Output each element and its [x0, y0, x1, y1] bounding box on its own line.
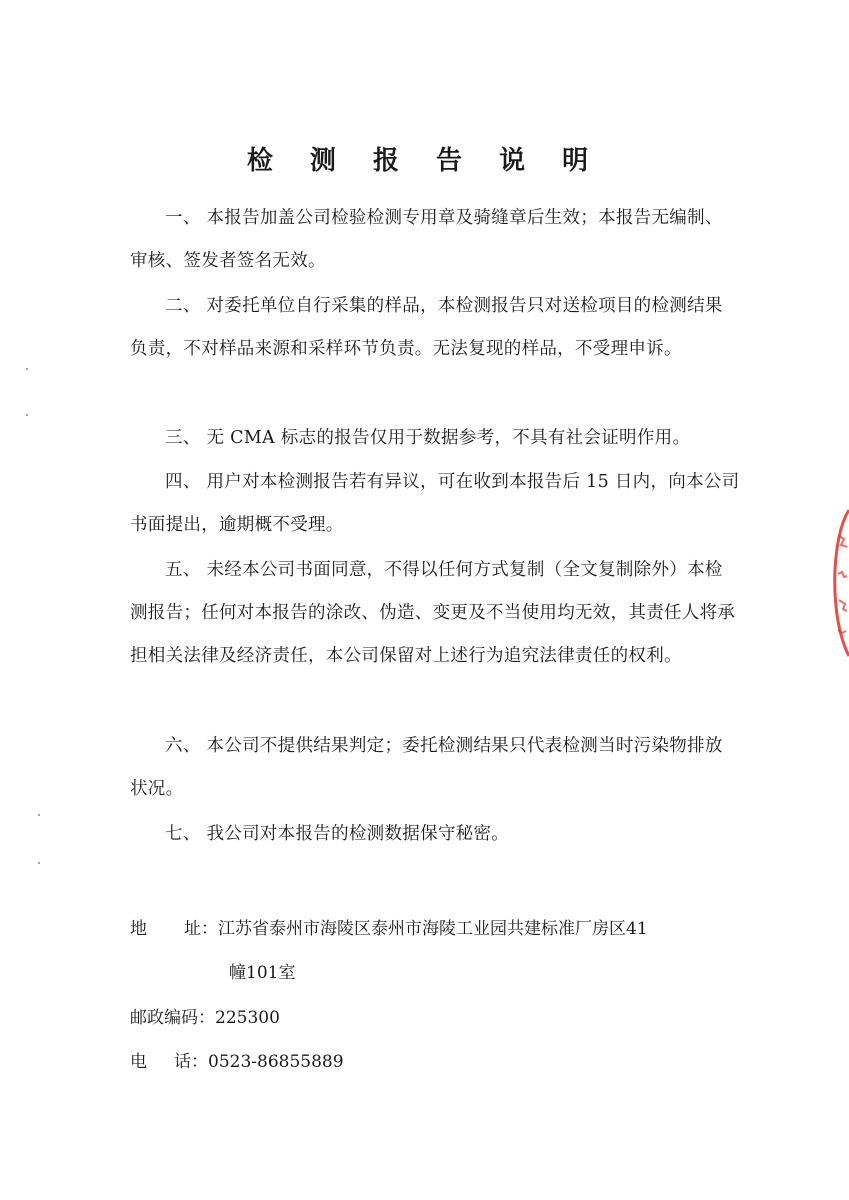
- clause-marker: 四、: [165, 472, 201, 492]
- scan-dot: [38, 814, 40, 816]
- phone-label: 电 话：: [130, 1052, 208, 1072]
- clause-marker: 六、: [165, 736, 201, 756]
- clause-text: 本公司不提供结果判定；委托检测结果只代表检测当时污染物排放状况。: [130, 736, 723, 799]
- clause-marker: 一、: [165, 208, 201, 228]
- seal-mark: [839, 536, 847, 547]
- clause-6: [130, 725, 740, 811]
- clause-text: 用户对本检测报告若有异议，可在收到本报告后 15 日内，向本公司书面提出，逾期概不受理。: [130, 472, 740, 535]
- scan-dot: [26, 414, 28, 416]
- clause-text: 本报告加盖公司检验检测专用章及骑缝章后生效；本报告无编制、审核、签发者签名无效。: [130, 208, 723, 271]
- clause-marker: 三、: [165, 428, 201, 448]
- clause-3: [130, 417, 740, 460]
- seal-mark: [838, 572, 847, 577]
- phone-value: 0523-86855889: [208, 1052, 344, 1072]
- zip-row: [130, 1007, 280, 1029]
- clause-5: [130, 549, 740, 678]
- clause-marker: 二、: [165, 296, 201, 316]
- clause-text: 未经本公司书面同意，不得以任何方式复制（全文复制除外）本检测报告；任何对本报告的涂改、伪造、变更及不当使用均无效，其责任人将承担相关法律及经济责任，本公司保留对上述行为追究法律责任的权利。: [130, 560, 736, 666]
- address-label: 地 址：: [130, 919, 218, 939]
- clause-text: 对委托单位自行采集的样品，本检测报告只对送检项目的检测结果负责，不对样品来源和采样环节负责。无法复现的样品，不受理申诉。: [130, 296, 723, 359]
- zip-value: 225300: [215, 1008, 280, 1028]
- clause-4: [130, 461, 740, 547]
- scan-dot: [26, 368, 28, 370]
- zip-label: 邮政编码：: [130, 1008, 215, 1028]
- address-value-line2: 幢101室: [229, 963, 296, 983]
- address-value: 江苏省泰州市海陵区泰州市海陵工业园共建标准厂房区41: [218, 919, 648, 939]
- seal-mark: [839, 600, 847, 611]
- clause-7: [130, 813, 740, 856]
- clause-marker: 七、: [165, 824, 201, 844]
- seal-stamp-fragment: [827, 508, 849, 658]
- phone-row: [130, 1051, 344, 1073]
- page-title: 检 测 报 告 说 明: [246, 146, 603, 176]
- clause-2: [130, 285, 740, 371]
- scan-dot: [38, 862, 40, 864]
- clause-1: [130, 197, 740, 283]
- clause-marker: 五、: [165, 560, 201, 580]
- address-row: [130, 918, 648, 940]
- clause-text: 我公司对本报告的检测数据保守秘密。: [206, 824, 510, 844]
- clause-text: 无 CMA 标志的报告仅用于数据参考，不具有社会证明作用。: [206, 428, 691, 448]
